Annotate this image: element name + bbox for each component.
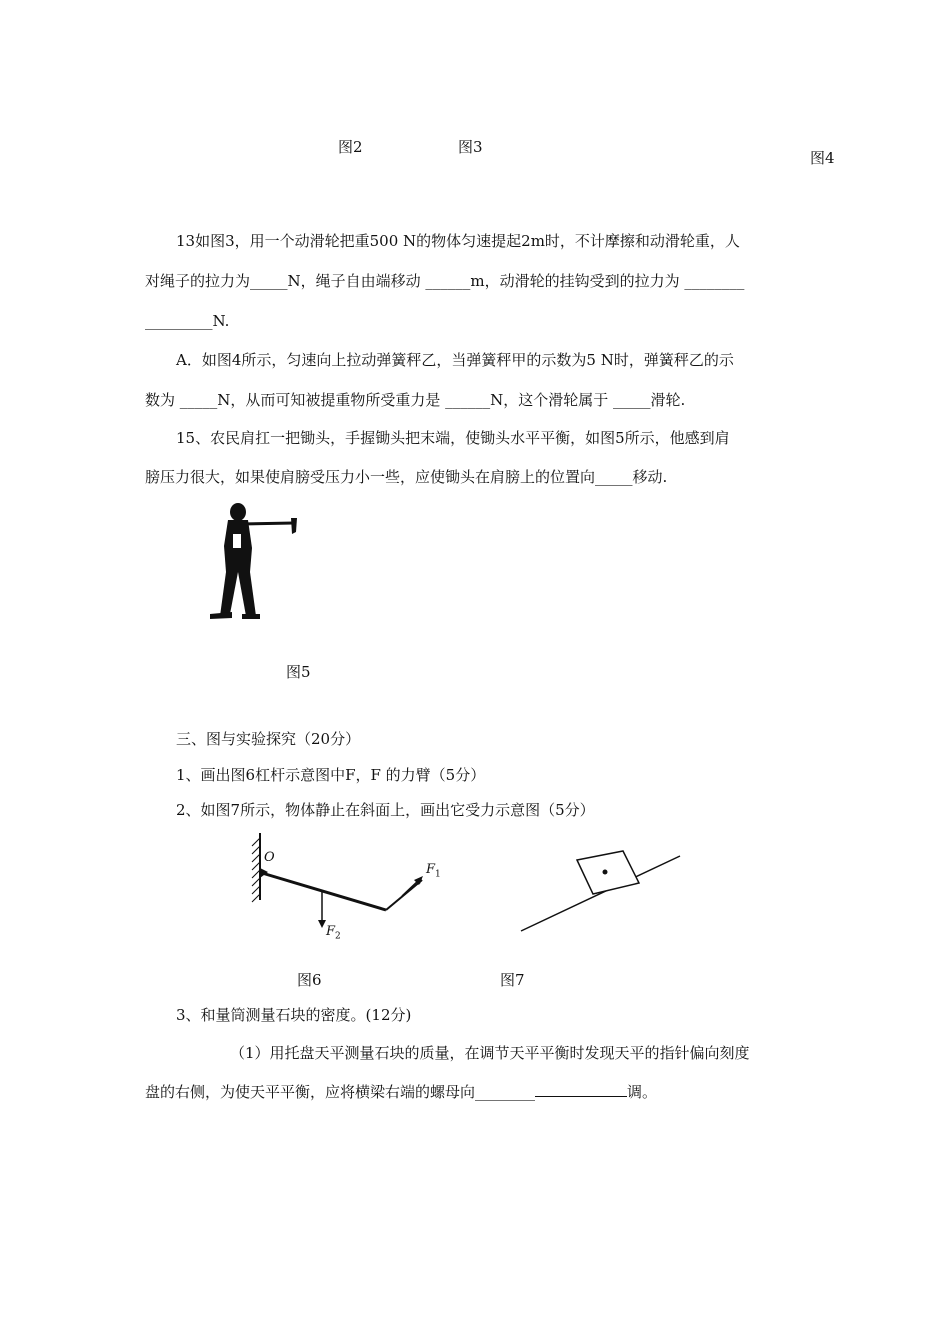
q13-line-1: 13如图3，用一个动滑轮把重500 N的物体匀速提起2m时，不计摩擦和动滑轮重，人 xyxy=(176,232,740,250)
section-3-heading: 三、图与实验探究（20分） xyxy=(176,730,361,748)
figure-2-caption: 图2 xyxy=(338,138,363,156)
section-3-item-2: 2、如图7所示，物体静止在斜面上，画出它受力示意图（5分） xyxy=(176,801,595,819)
figure-3-caption: 图3 xyxy=(458,138,483,156)
figure-7-caption: 图7 xyxy=(500,971,525,989)
figure-4-caption: 图4 xyxy=(810,149,835,167)
item-3-sub-1-line-2: 盘的右侧，为使天平平衡，应将横梁右端的螺母向________ 调。 xyxy=(145,1083,658,1101)
section-3-item-3: 3、和量筒测量石块的密度。(12分) xyxy=(176,1006,412,1024)
force-2-label: $F_2$ xyxy=(326,924,341,942)
q13-line-2: 对绳子的拉力为_____N，绳子自由端移动 ______m，动滑轮的挂钩受到的拉力为 ________ xyxy=(145,272,745,290)
figure-5-caption: 图5 xyxy=(286,663,311,681)
section-3-item-1: 1、画出图6杠杆示意图中F，F 的力臂（5分） xyxy=(176,766,486,784)
incline-block-diagram xyxy=(515,838,690,938)
q14-line-1: A．如图4所示，匀速向上拉动弹簧秤乙，当弹簧秤甲的示数为5 N时，弹簧秤乙的示 xyxy=(176,351,734,369)
farmer-hoe-figure xyxy=(200,498,310,628)
q15-line-2: 膀压力很大，如果使肩膀受压力小一些，应使锄头在肩膀上的位置向_____移动. xyxy=(145,468,668,486)
pivot-label: O xyxy=(264,850,275,865)
force-1-label: $F_1$ xyxy=(426,862,441,880)
q13-line-3: _________N. xyxy=(145,312,230,330)
lever-diagram xyxy=(240,828,450,948)
q15-line-1: 15、农民肩扛一把锄头，手握锄头把末端，使锄头水平平衡，如图5所示，他感到肩 xyxy=(176,429,730,447)
answer-blank xyxy=(535,1082,627,1097)
q14-line-2: 数为 _____N，从而可知被提重物所受重力是 ______N，这个滑轮属于 _____滑轮. xyxy=(145,391,686,409)
figure-6-caption: 图6 xyxy=(297,971,322,989)
item-3-sub-1-line-1: （1）用托盘天平测量石块的质量，在调节天平平衡时发现天平的指针偏向刻度 xyxy=(230,1044,750,1062)
